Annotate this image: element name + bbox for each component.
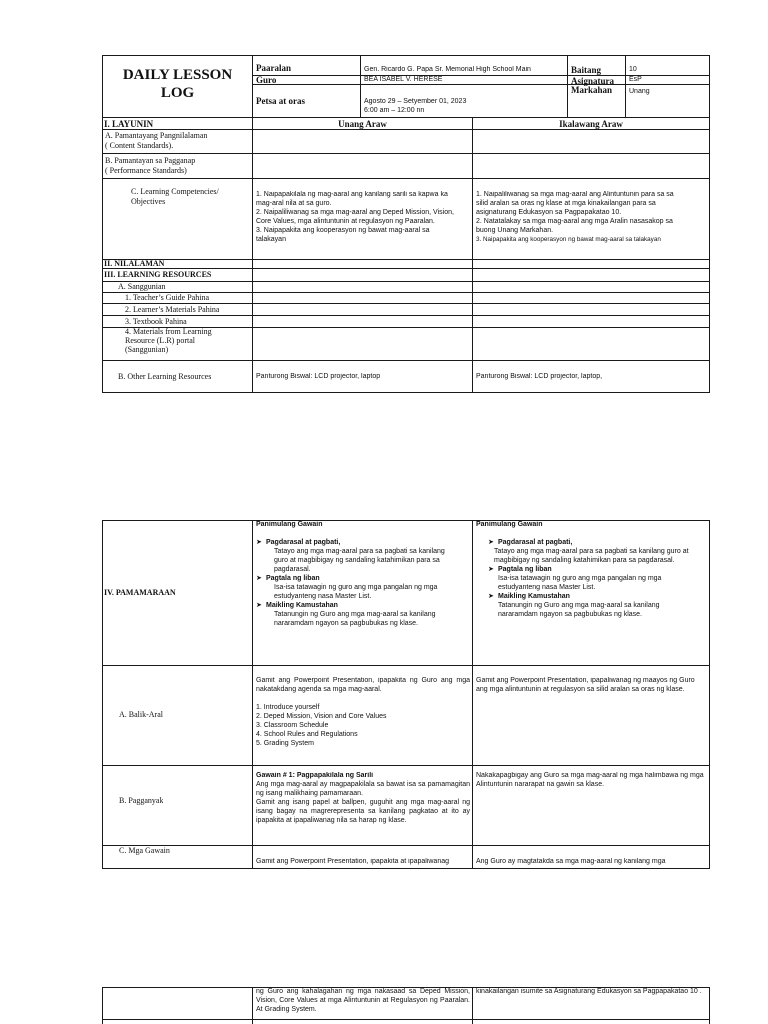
heading-pamamaraan: IV. PAMAMARAAN: [104, 588, 176, 597]
other-resources-day2: Panturong Biswal: LCD projector, laptop,: [476, 373, 603, 380]
arrow-bullet-icon: ➤: [488, 565, 494, 573]
heading-learning-resources: III. LEARNING RESOURCES: [104, 270, 212, 279]
label-school: Paaralan: [256, 63, 291, 73]
value-subject: EsP: [629, 76, 642, 83]
label-quarter: Markahan: [571, 85, 613, 95]
gawain-continued-day1: ng Guro ang kahalagahan ng mga nakasaad sa Deped Mission, Vision, Core Values at mga Alintuntunin at Regulasyon ng Paaralan. At Grading System.: [256, 988, 470, 1013]
competencies-day1: 1. Naipapakilala ng mag-aaral ang kanilang sarili sa kapwa ka mag-aral nila at sa guro. 2. Naipaliliwanag sa mga mag-aaral ang Deped Mission, Vision, Core Values, mga alintuntunin at regulasyon ng Paaralan. 3. Naipapakita ang kooperasyon ng bawat mag-aaral sa talakayan: [256, 191, 454, 243]
label-subject: Asignatura: [571, 76, 615, 86]
balik-aral-day2: Gamit ang Powerpoint Presentation, ipapaliwanag ng maayos ng Guro ang mga alintuntunin at regulasyon sa silid aralan sa oras ng klase.: [476, 677, 695, 693]
label-competencies: C. Learning Competencies/ Objectives: [131, 187, 219, 206]
label-performance-standards: B. Pamantayan sa Pagganap ( Performance Standards): [105, 156, 196, 175]
heading-nilalaman: II. NILALAMAN: [104, 259, 165, 268]
value-date: Agosto 29 – Setyember 01, 2023: [364, 98, 467, 105]
label-pagganyak: B. Pagganyak: [119, 796, 164, 805]
label-mga-gawain: C. Mga Gawain: [119, 846, 170, 855]
arrow-bullet-icon: ➤: [256, 538, 262, 546]
mga-gawain-day1: Gamit ang Powerpoint Presentation, ipapakita at ipapaliwanag: [256, 858, 450, 865]
document-title: DAILY LESSON LOG: [122, 67, 233, 101]
value-time: 6:00 am – 12:00 nn: [364, 107, 425, 114]
label-balik-aral: A. Balik-Aral: [119, 710, 163, 719]
arrow-bullet-icon: ➤: [488, 592, 494, 600]
heading-day2: Ikalawang Araw: [559, 119, 623, 129]
label-teacher: Guro: [256, 75, 277, 85]
label-other-resources: B. Other Learning Resources: [118, 372, 212, 381]
value-quarter: Unang: [629, 88, 650, 95]
gawain-continued-day2: kinakailangan isumite sa Asignaturang Edukasyon sa Pagpapakatao 10 .: [476, 988, 702, 995]
heading-day1: Unang Araw: [338, 119, 387, 129]
mga-gawain-day2: Ang Guro ay magtatakda sa mga mag-aaral ng kanilang mga: [476, 858, 666, 865]
heading-layunin: I. LAYUNIN: [104, 119, 154, 129]
arrow-bullet-icon: ➤: [488, 538, 494, 546]
other-resources-day1: Panturong Biswal: LCD projector, laptop: [256, 373, 381, 380]
value-school: Gen. Ricardo G. Papa Sr. Memorial High School Main: [364, 66, 531, 73]
competencies-day2: 1. Naipaliliwanag sa mga mag-aaral ang Alintuntunin para sa sa silid aralan sa oras ng klase at mga kinakailangan para sa asignaturang Edukasyon sa Pagpapakatao 10. 2. Natatalakay sa mga mag-aaral ang mga Aralin nasasakop sa buong Unang Markahan. 3. Naipapakita ang kooperasyon ng bawat mag-aaral sa talakayan: [476, 191, 674, 243]
label-date-time: Petsa at oras: [256, 96, 305, 106]
value-grade: 10: [629, 66, 637, 73]
arrow-bullet-icon: ➤: [256, 574, 262, 582]
label-content-standards: A. Pamantayang Pangnilalaman ( Content Standards).: [105, 131, 208, 150]
label-lr-portal: 4. Materials from Learning Resource (L.R) portal (Sanggunian): [125, 327, 212, 355]
label-teachers-guide: 1. Teacher’s Guide Pahina: [125, 293, 210, 302]
label-learners-materials: 2. Learner’s Materials Pahina: [125, 305, 220, 314]
label-textbook: 3. Textbook Pahina: [125, 317, 187, 326]
pagganyak-day2: Nakakapagbigay ang Guro sa mga mag-aaral ng mga halimbawa ng mga Alintuntunin nararapat na gawin sa klase.: [476, 772, 704, 788]
panimula-day1: Panimulang Gawain ➤ Pagdarasal at pagbati, Tatayo ang mga mag-aaral para sa pagbati sa kanilang guro at magbibigay ng sandaling katahimikan para sa pagdarasal. ➤ Pagtala ng liban Isa-isa tatawagin ng guro ang mga pangalan ng mga estudyanteng nasa Master List. ➤ Maikling Kamustahan Tatanungin ng Guro ang mga mag-aaral sa kanilang nararamdam ngayon sa pagbubukas ng klase.: [256, 521, 445, 627]
panimula-day2: Panimulang Gawain ➤ Pagdarasal at pagbati, Tatayo ang mga mag-aaral para sa pagbati sa kanilang guro at magbibigay ng sandaling katahimikan para sa pagdarasal. ➤ Pagtala ng liban Isa-isa tatawagin ng guro ang mga pangalan ng mga estudyanteng nasa Master List. ➤ Maikling Kamustahan Tatanungin ng Guro ang mga mag-aaral sa kanilang nararamdam ngayon sa pagbubukas ng klase.: [476, 521, 689, 618]
arrow-bullet-icon: ➤: [256, 601, 262, 609]
label-grade: Baitang: [571, 65, 602, 75]
value-teacher: BEA ISABEL V. HERESE: [364, 76, 443, 83]
pagganyak-day1: Gawain # 1: Pagpapakilala ng Sarili Ang mga mag-aaral ay magpapakilala sa bawat isa sa pamamagitan ng isang malikhaing pamamaraan. Gamit ang isang papel at ballpen, guguhit ang mga mag-aaral ng isang bagay na magrerepresenta sa kanilang pagkatao at ito ay ipapakita at ipapaliwanag nila sa harap ng klase.: [256, 772, 470, 824]
balik-aral-day1: Gamit ang Powerpoint Presentation, ipapakita ng Guro ang mga nakatakdang agenda sa mga mag-aaral. 1. Introduce yourself 2. Deped Mission, Vision and Core Values 3. Classroom Schedule 4. School Rules and Regulations 5. Grading System: [256, 677, 470, 747]
label-sanggunian: A. Sanggunian: [118, 282, 166, 291]
